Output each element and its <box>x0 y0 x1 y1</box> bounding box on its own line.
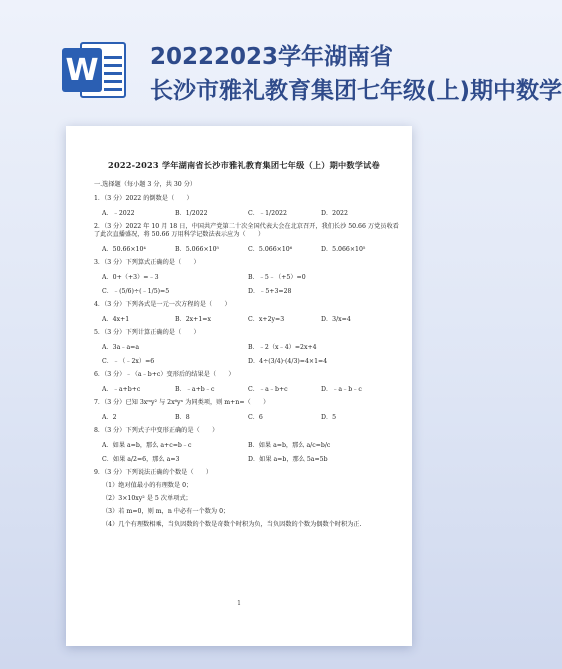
question-8-options-row2 <box>94 454 394 463</box>
option-c: C．﹣a﹣b+c <box>248 386 288 393</box>
option-c: C．5.066×10⁶ <box>248 246 293 253</box>
section-heading: 一.选择题（每小题 3 分，共 30 分） <box>94 181 197 188</box>
option-c: C．﹣(5/6)÷(﹣1/5)=5 <box>102 288 170 295</box>
question-2: 2．（3 分）2022 年 10 月 18 日，中国共产党第二十次全国代表大会在北京召开，我们长沙 50.66 万党员收看 <box>94 223 399 230</box>
option-b: B．5.066×10⁵ <box>175 246 219 253</box>
question-5: 5．（3 分）下列计算正确的是（ ） <box>94 329 200 336</box>
option-a: A．﹣2022 <box>102 210 135 217</box>
option-c: C．﹣（﹣2x）=6 <box>102 358 155 365</box>
question-8-options-row1 <box>94 440 394 449</box>
statement-1: （1）绝对值最小的有理数是 0； <box>102 482 193 489</box>
option-d: D．4÷(3/4)·(4/3)=4×1=4 <box>248 358 328 365</box>
question-5-options-row2 <box>94 356 394 365</box>
question-3: 3．（3 分）下列算式正确的是（ ） <box>94 259 200 266</box>
option-d: D．3/x=4 <box>321 316 351 323</box>
option-d: D．5 <box>321 414 337 421</box>
word-letter-icon: W <box>62 48 102 92</box>
option-c: C．6 <box>248 414 263 421</box>
option-a: A．﹣a+b+c <box>102 386 141 393</box>
question-1: 1．（3 分）2022 的倒数是（ ） <box>94 195 193 202</box>
question-4: 4．（3 分）下列各式是一元一次方程的是（ ） <box>94 301 231 308</box>
question-4-options <box>94 314 394 323</box>
option-d: D．如果 a=b，那么 5a=5b <box>248 456 328 463</box>
option-b: B．﹣2（x﹣4）=2x+4 <box>248 344 317 351</box>
page-title-line-1: 20222023学年湖南省 <box>150 44 394 70</box>
question-7-options <box>94 412 394 421</box>
word-file-icon <box>62 38 126 102</box>
document-preview <box>66 126 412 646</box>
option-c: C．﹣1/2022 <box>248 210 287 217</box>
question-3-options-row2 <box>94 286 394 295</box>
option-b: B．2x+1=x <box>175 316 211 323</box>
option-c: C．如果 a/2=6，那么 a=3 <box>102 456 180 463</box>
option-a: A．2 <box>102 414 117 421</box>
option-b: B．1/2022 <box>175 210 208 217</box>
question-6-options <box>94 384 394 393</box>
question-8: 8．（3 分）下列式子中变形正确的是（ ） <box>94 427 219 434</box>
option-b: B．如果 a=b，那么 a/c=b/c <box>248 442 331 449</box>
statement-4: （4）几个有理数相乘，当负因数的个数是奇数个时积为负，当负因数的个数为偶数个时积为正. <box>102 521 362 528</box>
page-title-line-2: 长沙市雅礼教育集团七年级(上)期中数学 <box>150 78 562 104</box>
statement-3: （3）若 m=0，则 m，n 中必有一个数为 0； <box>102 508 230 515</box>
option-d: D．2022 <box>321 210 348 217</box>
option-a: A．4x+1 <box>102 316 130 323</box>
exam-title: 2022-2023 学年湖南省长沙市雅礼教育集团七年级（上）期中数学试卷 <box>108 160 380 170</box>
option-d: D．5.066×10⁵ <box>321 246 366 253</box>
page-number: 1 <box>237 600 241 607</box>
question-6: 6．（3 分）﹣（a﹣b+c）变形后的结果是（ ） <box>94 371 235 378</box>
question-5-options-row1 <box>94 342 394 351</box>
question-2-cont: 了此次直播盛况，将 50.66 万用科学记数法表示应为（ ） <box>94 231 265 238</box>
option-d: D．﹣5+3=28 <box>248 288 292 295</box>
option-a: A．3a﹣a=a <box>102 344 140 351</box>
option-c: C．x+2y=3 <box>248 316 285 323</box>
statement-2: （2）3×10xy² 是 5 次单项式； <box>102 495 192 502</box>
option-b: B．﹣a+b﹣c <box>175 386 215 393</box>
question-7: 7．（3 分）已知 3xᵐy² 与 2x⁶yⁿ 为同类项，则 m+n=（ ） <box>94 399 270 406</box>
exam-content <box>94 160 399 529</box>
option-a: A．如果 a=b，那么 a+c=b﹣c <box>102 442 192 449</box>
option-b: B．8 <box>175 414 190 421</box>
question-9: 9．（3 分）下列说法正确的个数是（ ） <box>94 469 213 476</box>
question-1-options <box>94 208 394 217</box>
option-b: B．﹣5﹣（+5）=0 <box>248 274 306 281</box>
question-3-options-row1 <box>94 272 394 281</box>
option-a: A．50.66×10⁴ <box>102 246 146 253</box>
question-2-options <box>94 244 394 253</box>
option-d: D．﹣a﹣b﹣c <box>321 386 362 393</box>
option-a: A．0+（+3）=﹣3 <box>102 274 159 281</box>
